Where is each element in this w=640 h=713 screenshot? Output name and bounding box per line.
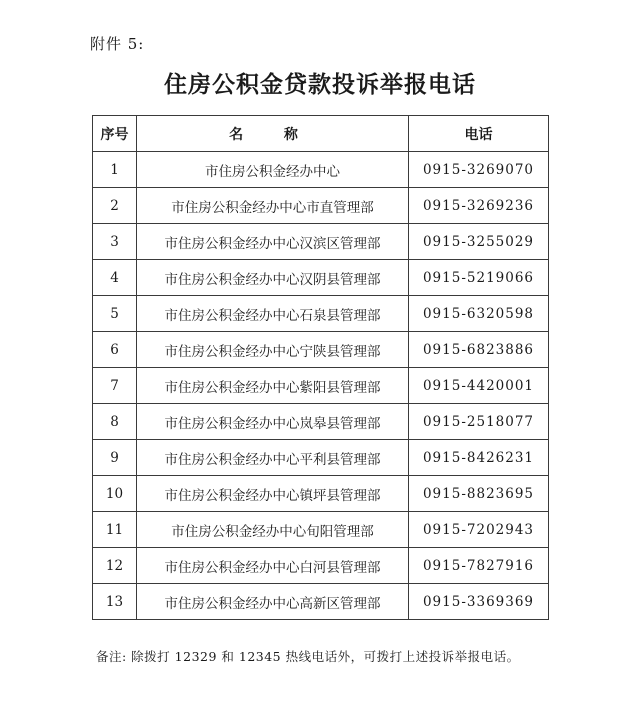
row-serial-number: 6 [93, 332, 137, 368]
row-office-name: 市住房公积金经办中心石泉县管理部 [137, 296, 409, 332]
table-row [93, 512, 549, 548]
row-office-name: 市住房公积金经办中心岚皋县管理部 [137, 404, 409, 440]
header-serial-number: 序号 [93, 116, 137, 152]
row-serial-number: 4 [93, 260, 137, 296]
row-serial-number: 5 [93, 296, 137, 332]
row-office-name: 市住房公积金经办中心平利县管理部 [137, 440, 409, 476]
row-office-name: 市住房公积金经办中心高新区管理部 [137, 584, 409, 620]
row-serial-number: 9 [93, 440, 137, 476]
row-phone-number: 0915-2518077 [409, 404, 549, 440]
table-row [93, 188, 549, 224]
page-title: 住房公积金贷款投诉举报电话 [164, 72, 476, 98]
row-phone-number: 0915-7202943 [409, 512, 549, 548]
row-phone-number: 0915-3269236 [409, 188, 549, 224]
row-office-name: 市住房公积金经办中心汉滨区管理部 [137, 224, 409, 260]
table-row [93, 332, 549, 368]
row-serial-number: 7 [93, 368, 137, 404]
header-name: 名 称 [137, 116, 409, 152]
row-office-name: 市住房公积金经办中心宁陕县管理部 [137, 332, 409, 368]
table-row [93, 260, 549, 296]
table-row [93, 476, 549, 512]
row-phone-number: 0915-8426231 [409, 440, 549, 476]
row-serial-number: 10 [93, 476, 137, 512]
row-phone-number: 0915-6320598 [409, 296, 549, 332]
row-office-name: 市住房公积金经办中心 [137, 152, 409, 188]
row-serial-number: 12 [93, 548, 137, 584]
row-phone-number: 0915-7827916 [409, 548, 549, 584]
row-serial-number: 2 [93, 188, 137, 224]
row-office-name: 市住房公积金经办中心白河县管理部 [137, 548, 409, 584]
attachment-label: 附件 5: [90, 35, 145, 53]
header-phone: 电话 [409, 116, 549, 152]
row-phone-number: 0915-3369369 [409, 584, 549, 620]
row-phone-number: 0915-4420001 [409, 368, 549, 404]
row-office-name: 市住房公积金经办中心旬阳管理部 [137, 512, 409, 548]
row-phone-number: 0915-3269070 [409, 152, 549, 188]
table-row [93, 404, 549, 440]
row-phone-number: 0915-3255029 [409, 224, 549, 260]
table-row [93, 584, 549, 620]
row-phone-number: 0915-8823695 [409, 476, 549, 512]
row-serial-number: 3 [93, 224, 137, 260]
row-office-name: 市住房公积金经办中心紫阳县管理部 [137, 368, 409, 404]
row-office-name: 市住房公积金经办中心市直管理部 [137, 188, 409, 224]
table-row [93, 152, 549, 188]
table-row [93, 548, 549, 584]
table-header-row [93, 116, 549, 152]
table-row [93, 296, 549, 332]
table-row [93, 368, 549, 404]
row-phone-number: 0915-5219066 [409, 260, 549, 296]
row-phone-number: 0915-6823886 [409, 332, 549, 368]
complaint-phone-table [92, 115, 549, 620]
row-serial-number: 8 [93, 404, 137, 440]
row-serial-number: 13 [93, 584, 137, 620]
table-row [93, 440, 549, 476]
row-serial-number: 1 [93, 152, 137, 188]
table-row [93, 224, 549, 260]
row-office-name: 市住房公积金经办中心汉阴县管理部 [137, 260, 409, 296]
row-serial-number: 11 [93, 512, 137, 548]
row-office-name: 市住房公积金经办中心镇坪县管理部 [137, 476, 409, 512]
footnote: 备注: 除拨打 12329 和 12345 热线电话外，可拨打上述投诉举报电话。 [96, 649, 520, 664]
